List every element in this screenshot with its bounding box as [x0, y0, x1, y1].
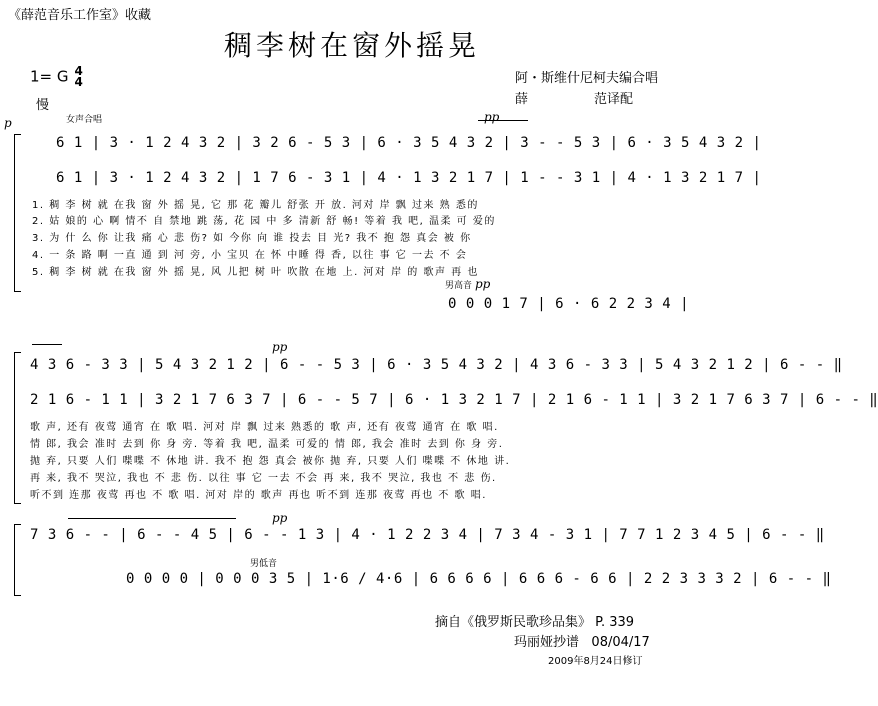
system1-bracket: [14, 134, 21, 292]
dynamic-pp-2: pp: [272, 340, 288, 354]
copier-name: 玛丽娅抄谱: [514, 635, 580, 650]
voice-label-bass: 男低音: [250, 559, 278, 569]
sys1-soprano: 6 1 | 3 · 1 2 4 3 2 | 3 2 6 - 5 3 | 6 · 3 5 4 3 2 | 3 - - 5 3 | 6 · 3 5 4 3 2 |: [56, 135, 762, 151]
dynamic-pp-3: pp: [272, 511, 288, 525]
copy-date: 08/04/17: [591, 635, 650, 650]
sys2-lyric-4: 再 来, 我不 哭泣, 我也 不 悲 伤. 以往 事 它 一去 不会 再 来, 我不 哭泣, 我也 不 悲 伤.: [30, 473, 497, 484]
source-page: P. 339: [595, 615, 635, 630]
translator-b: 范译配: [594, 92, 634, 107]
copier-line: [514, 631, 650, 650]
dynamic-pp: pp: [484, 110, 500, 124]
sys1-lyric-2: 2. 姑 娘的 心 啊 情不 自 禁地 跳 荡, 花 园 中 多 清新 舒 畅! 等着 我 吧, 温柔 可 爱的: [32, 216, 496, 227]
arranger-credit: 阿・斯维什尼柯夫编合唱: [515, 71, 659, 86]
diminuendo-line: [32, 344, 62, 345]
song-title: 稠李树在窗外摇晃: [223, 29, 480, 62]
sys1-lyric-4: 4. 一 条 路 啊 一直 通 到 河 旁, 小 宝贝 在 怀 中睡 得 香, 以往 事 它 一去 不 会: [32, 250, 468, 261]
system2-bracket: [14, 352, 21, 504]
sys2-soprano: 4 3 6 - 3 3 | 5 4 3 2 1 2 | 6 - - 5 3 | 6 · 3 5 4 3 2 | 4 3 6 - 3 3 | 5 4 3 2 1 2 | 6 - - ‖: [30, 357, 843, 373]
sys2-lyric-3: 抛 弃, 只要 人们 喋喋 不 休地 讲. 我不 抱 怨 真会 被你 抛 弃, 只要 人们 喋喋 不 休地 讲.: [30, 456, 511, 467]
time-bottom: 4: [74, 75, 83, 89]
sys1-lyric-1: 1. 稠 李 树 就 在我 窗 外 摇 晃, 它 那 花 瓣儿 舒张 开 放. 河对 岸 飘 过来 熟 悉的: [32, 200, 479, 211]
voice-label-tenor: 男高音: [445, 281, 473, 291]
source-citation: [435, 611, 634, 630]
sys3-bass: 0 0 0 0 | 0 0 0 3 5 | 1·6 / 4·6 | 6 6 6 6 | 6 6 6 - 6 6 | 2 2 3 3 3 2 | 6 - - ‖: [126, 571, 832, 587]
dynamic-p: p: [4, 116, 12, 130]
system3-bracket: [14, 524, 21, 596]
voice-label-female: 女声合唱: [66, 115, 103, 125]
sys1-alto: 6 1 | 3 · 1 2 4 3 2 | 1 7 6 - 3 1 | 4 · 1 3 2 1 7 | 1 - - 3 1 | 4 · 1 3 2 1 7 |: [56, 170, 762, 186]
collection-label: 《薛范音乐工作室》收藏: [8, 8, 152, 23]
sys1-lyric-5: 5. 稠 李 树 就 在我 窗 外 摇 晃, 风 儿把 树 叶 吹散 在地 上. 河对 岸 的 歌声 再 也: [32, 267, 479, 278]
sys3-soprano: 7 3 6 - - | 6 - - 4 5 | 6 - - 1 3 | 4 · 1 2 2 3 4 | 7 3 4 - 3 1 | 7 7 1 2 3 4 5 | 6 - - ‖: [30, 527, 825, 543]
translator-a: 薛: [515, 92, 529, 107]
source-prefix: 摘自: [435, 615, 462, 630]
translator-credit: [515, 88, 633, 107]
dynamic-pp-tenor: pp: [475, 277, 491, 291]
sys2-alto: 2 1 6 - 1 1 | 3 2 1 7 6 3 7 | 6 - - 5 7 | 6 · 1 3 2 1 7 | 2 1 6 - 1 1 | 3 2 1 7 6 3 7 | 6 - - ‖: [30, 392, 878, 408]
key-label: 1= G: [30, 67, 69, 86]
revision-date: 2009年8月24日修订: [548, 656, 643, 667]
sys1-lyric-3: 3. 为 什 么 你 让我 痛 心 悲 伤? 如 今你 向 谁 投去 目 光? 我不 抱 怨 真会 被 你: [32, 233, 472, 244]
crescendo-line: [478, 120, 528, 121]
sys2-lyric-2: 情 郎, 我会 准时 去到 你 身 旁. 等着 我 吧, 温柔 可爱的 情 郎, 我会 准时 去到 你 身 旁.: [30, 439, 504, 450]
key-signature: [30, 66, 83, 88]
time-top: 4: [74, 64, 83, 78]
source-book: 《俄罗斯民歌珍品集》: [461, 615, 592, 630]
sys2-lyric-5: 听不到 连那 夜莺 再也 不 歌 唱. 河对 岸的 歌声 再也 听不到 连那 夜莺 再也 不 歌 唱.: [30, 490, 487, 501]
diminuendo-line-2: [68, 518, 236, 519]
time-signature: [75, 66, 83, 88]
sys1-tenor: 0 0 0 1 7 | 6 · 6 2 2 3 4 |: [448, 296, 690, 312]
sys2-lyric-1: 歌 声, 还有 夜莺 通宵 在 歌 唱. 河对 岸 飘 过来 熟悉的 歌 声, 还有 夜莺 通宵 在 歌 唱.: [30, 422, 499, 433]
tempo-marking: 慢: [36, 98, 50, 113]
